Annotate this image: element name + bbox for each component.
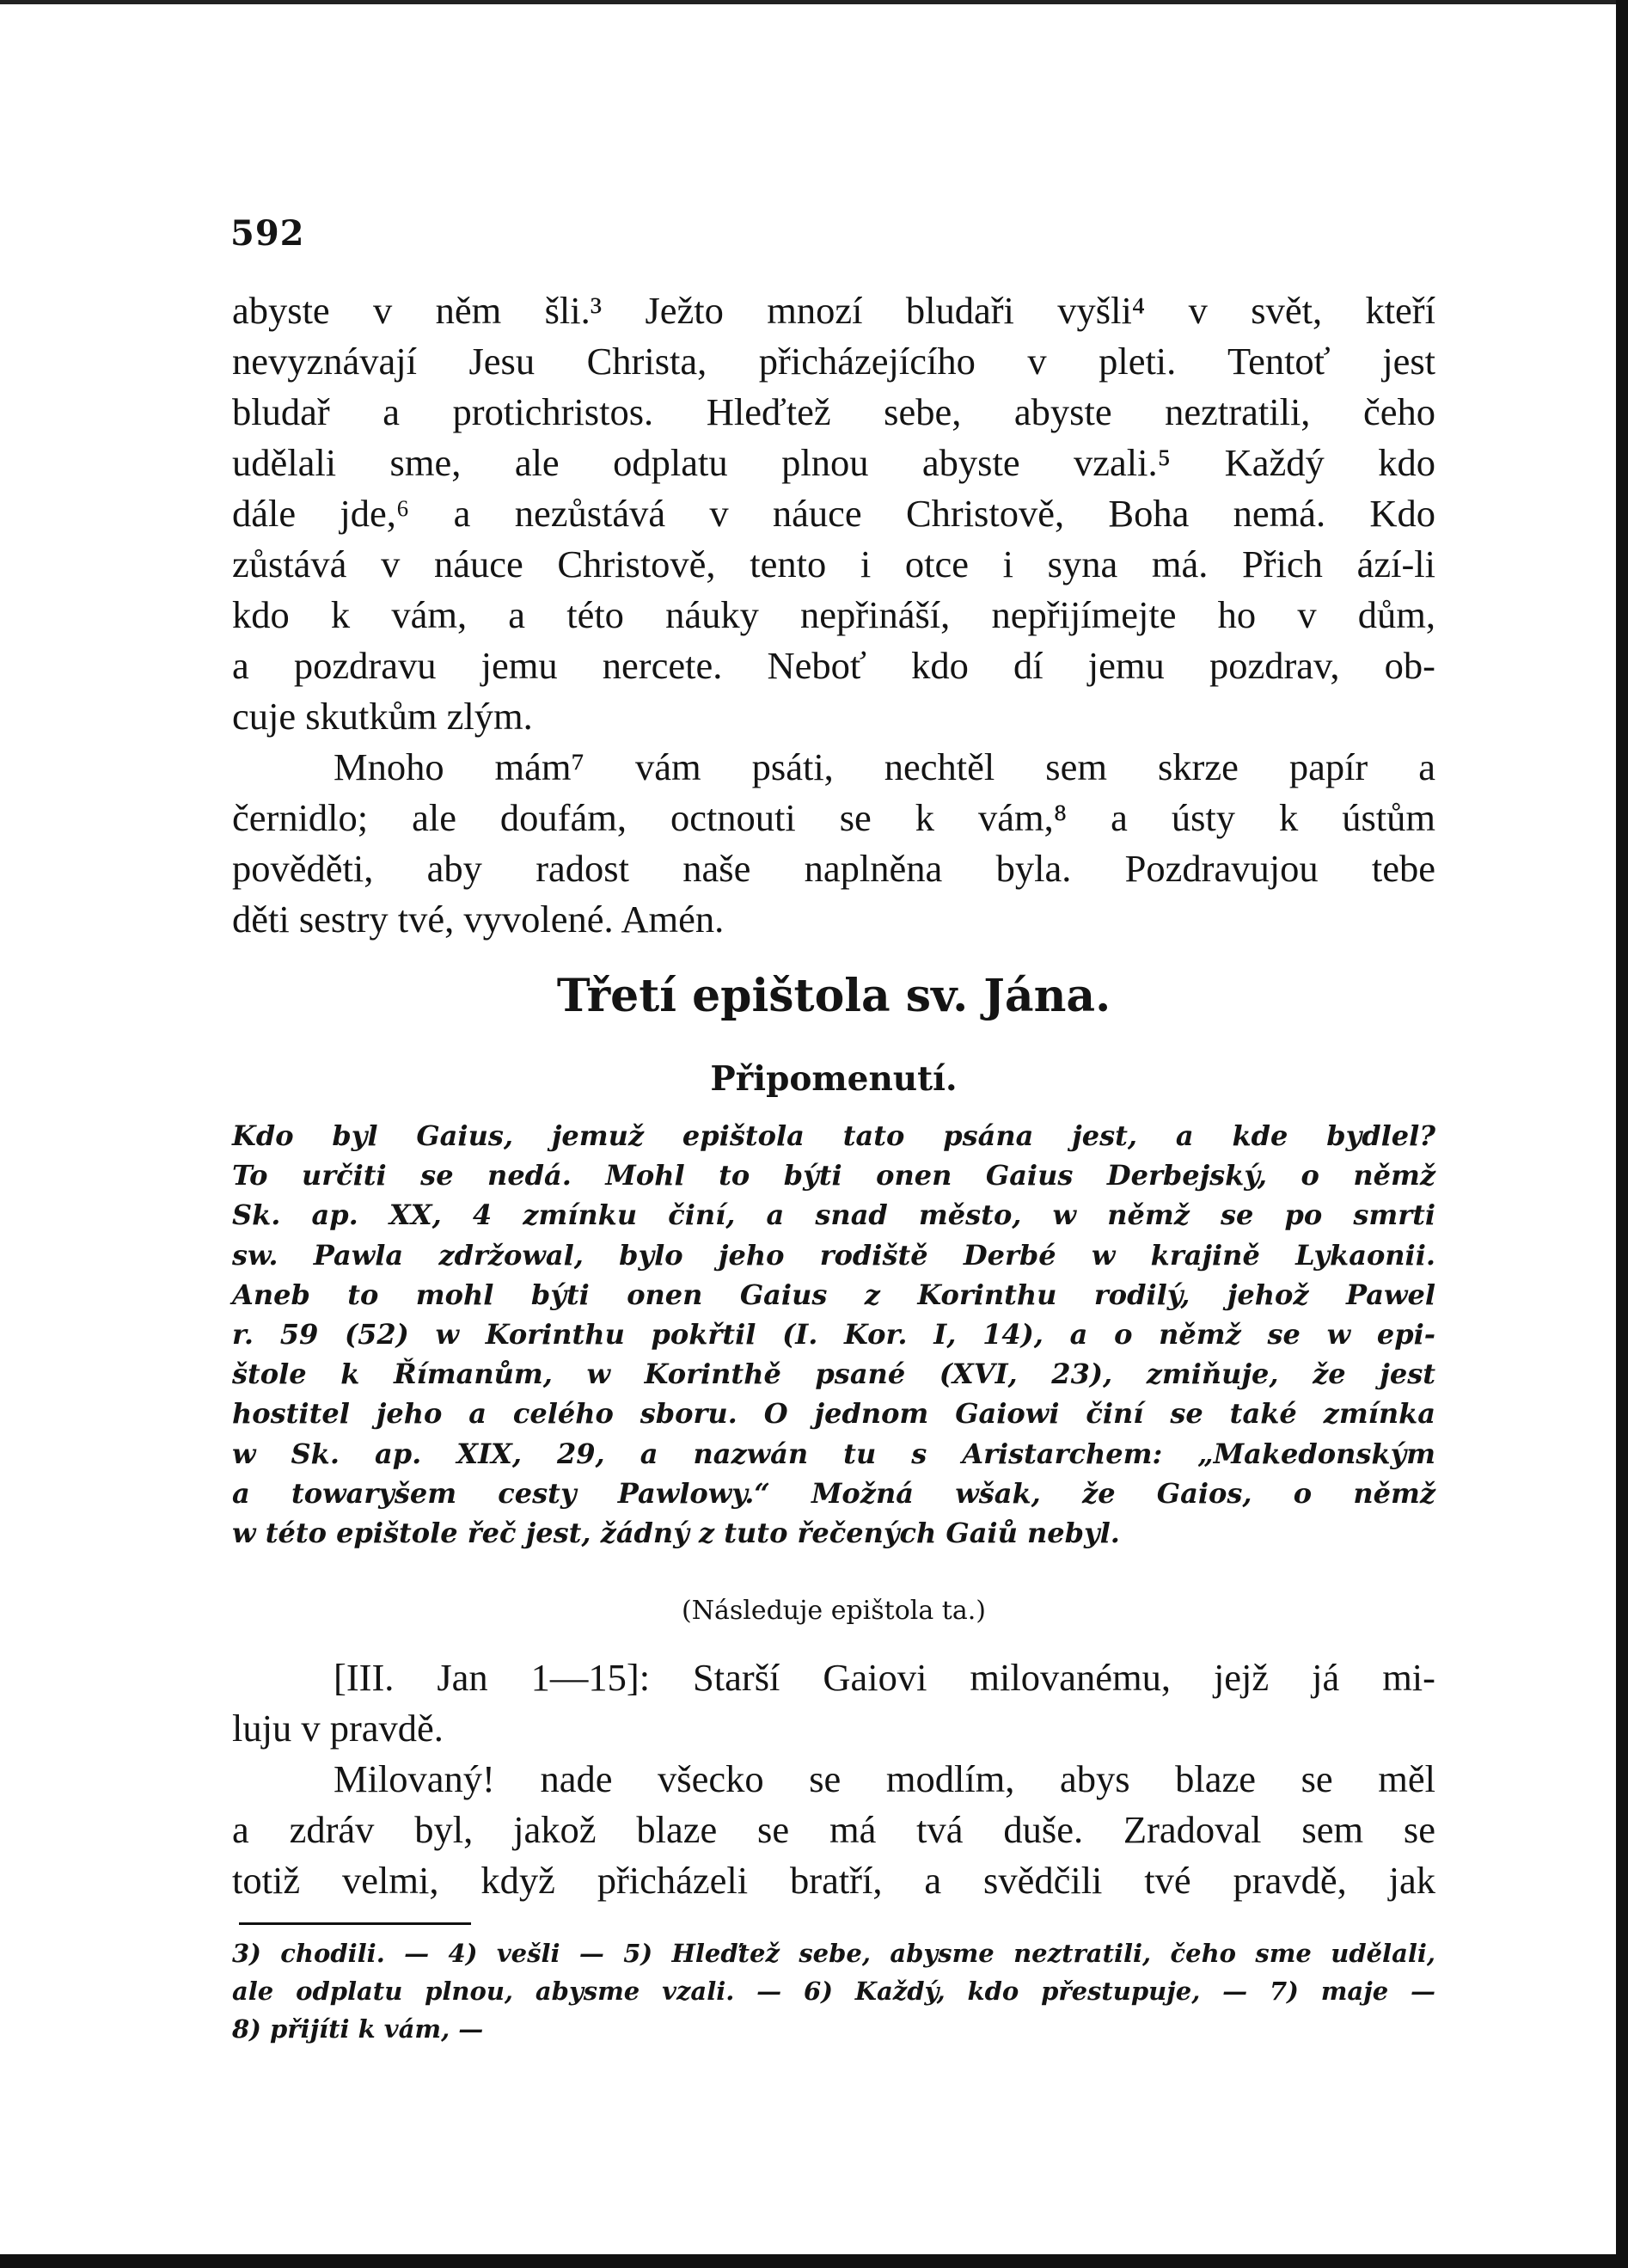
scan-edge-bottom (0, 2254, 1628, 2268)
text-line: cuje skutkům zlým. (232, 695, 533, 738)
text-line: zůstává v náuce Christově, tento i otce i syna má. Přich ází-li (232, 542, 1435, 585)
text-line: nevyznávají Jesu Christa, přicházejícího v pleti. Tentoť jest (232, 340, 1435, 383)
text-line: pověděti, aby radost naše naplněna byla. Pozdravujou tebe (232, 847, 1435, 890)
intro-heading: Připomenutí. (710, 1059, 958, 1099)
text-line: bludař a protichristos. Hleďtež sebe, abyste neztratili, čeho (232, 390, 1435, 433)
intro-line: w této epištole řeč jest, žádný z tuto řečených Gaiů nebyl. (232, 1516, 1120, 1549)
footnote-line: ale odplatu plnou, abysme vzali. — 6) Každý, kdo přestupuje, — 7) maje — (232, 1977, 1435, 2006)
scan-edge-right (1616, 0, 1628, 2268)
intro-line: Kdo byl Gaius, jemuž epištola tato psána jest, a kde bydlel? (232, 1119, 1435, 1152)
text-line: luju v pravdě. (232, 1707, 444, 1750)
footnote-line: 3) chodili. — 4) vešli — 5) Hleďtež sebe, abysme neztratili, čeho sme udělali, (232, 1939, 1435, 1968)
section-title: Třetí epištola sv. Jána. (556, 970, 1111, 1022)
scan-edge-top (0, 0, 1628, 4)
intro-line: štole k Římanům, w Korinthě psané (XVI, 23), zmiňuje, že jest (232, 1358, 1435, 1391)
text-line: abyste v něm šli.³ Ježto mnozí bludaři vyšli⁴ v svět, kteří (232, 289, 1435, 332)
text-line: Milovaný! nade všecko se modlím, abys blaze se měl (334, 1757, 1435, 1800)
text-line: kdo k vám, a této náuky nepřináší, nepřijímejte ho v dům, (232, 593, 1435, 636)
text-line: a pozdravu jemu nercete. Neboť kdo dí jemu pozdrav, ob- (232, 644, 1435, 687)
main-text (232, 285, 1435, 945)
text-line: totiž velmi, když přicházeli bratří, a svědčili tvé pravdě, jak (232, 1859, 1435, 1902)
text-line: Mnoho mám⁷ vám psáti, nechtěl sem skrze papír a (334, 745, 1435, 788)
intro-text (232, 1116, 1435, 1553)
intro-line: r. 59 (52) w Korinthu pokřtil (I. Kor. I, 14), a o němž se w epi- (232, 1317, 1435, 1351)
letter-text (232, 1652, 1435, 1906)
footnotes (232, 1934, 1435, 2048)
text-line: děti sestry tvé, vyvolené. Amén. (232, 898, 725, 941)
text-line: a zdráv byl, jakož blaze se má tvá duše. Zradoval sem se (232, 1808, 1435, 1851)
intro-line: Sk. ap. XX, 4 zmínku činí, a snad město, w němž se po smrti (232, 1198, 1435, 1232)
intro-line: Aneb to mohl býti onen Gaius z Korinthu rodilý, jehož Pawel (232, 1278, 1435, 1311)
continuation-note: (Následuje epištola ta.) (682, 1596, 986, 1626)
intro-line: To určiti se nedá. Mohl to býti onen Gaius Derbejský, o němž (232, 1159, 1435, 1192)
intro-line: sw. Pawla zdržowal, bylo jeho rodiště Derbé w krajině Lykaonii. (232, 1238, 1435, 1272)
text-line: udělali sme, ale odplatu plnou abyste vzali.⁵ Každý kdo (232, 441, 1435, 484)
text-line: černidlo; ale doufám, octnouti se k vám,⁸ a ústy k ústům (232, 796, 1435, 839)
intro-line: w Sk. ap. XIX, 29, a nazwán tu s Aristarchem: „Makedonským (232, 1437, 1435, 1470)
text-line: dále jde,⁶ a nezůstává v náuce Christově, Boha nemá. Kdo (232, 492, 1435, 535)
page-number: 592 (230, 213, 305, 254)
footnote-divider (239, 1922, 471, 1925)
text-line: [III. Jan 1—15]: Starší Gaiovi milovanému, jejž já mi- (334, 1656, 1435, 1699)
intro-line: a towaryšem cesty Pawlowy.“ Možná wšak, že Gaios, o němž (232, 1476, 1435, 1510)
footnote-line: 8) přijíti k vám, — (232, 2014, 484, 2044)
intro-line: hostitel jeho a celého sboru. O jednom Gaiowi činí se také zmínka (232, 1397, 1435, 1431)
